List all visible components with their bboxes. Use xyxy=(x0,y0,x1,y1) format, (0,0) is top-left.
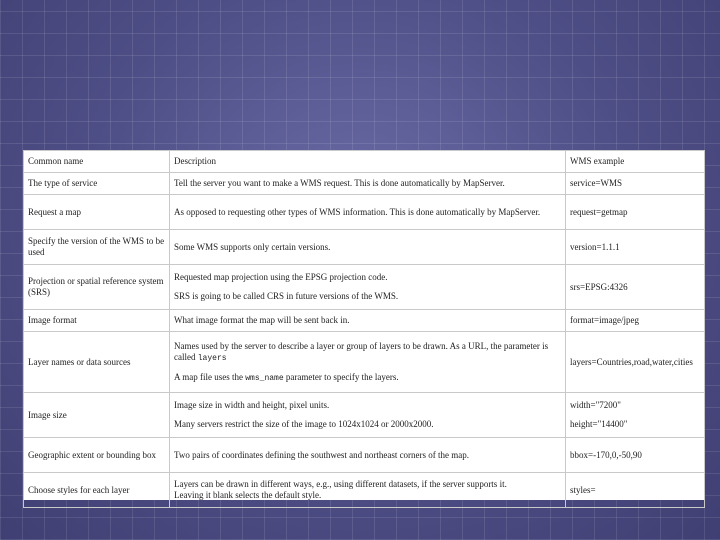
row-wms-example: srs=EPSG:4326 xyxy=(566,265,705,310)
example-height: height="14400" xyxy=(570,419,628,429)
slide-table-panel xyxy=(23,150,704,500)
example-width: width="7200" xyxy=(570,400,621,410)
row-common-name: Geographic extent or bounding box xyxy=(24,438,170,473)
row-description: Some WMS supports only certain versions. xyxy=(170,230,566,265)
description-note: A map file uses the wms_name parameter to specify the layers. xyxy=(174,371,399,383)
description-note: SRS is going to be called CRS in future versions of the WMS. xyxy=(174,291,399,301)
row-wms-example xyxy=(566,393,705,438)
table-row xyxy=(24,173,705,195)
header-wms-example: WMS example xyxy=(566,151,705,173)
row-description: Two pairs of coordinates defining the southwest and northeast corners of the map. xyxy=(170,438,566,473)
table-row xyxy=(24,230,705,265)
description-text: Names used by the server to describe a layer or group of layers to be drawn. As a URL, the parameter is called layers xyxy=(174,340,549,363)
table-row xyxy=(24,265,705,310)
row-description xyxy=(170,473,566,508)
row-common-name: Specify the version of the WMS to be used xyxy=(24,230,170,265)
description-text: Requested map projection using the EPSG projection code. xyxy=(174,272,388,282)
row-wms-example: bbox=-170,0,-50,90 xyxy=(566,438,705,473)
row-wms-example: styles= xyxy=(566,473,705,508)
description-note: Leaving it blank selects the default style. xyxy=(174,490,322,500)
row-wms-example: version=1.1.1 xyxy=(566,230,705,265)
header-description: Description xyxy=(170,151,566,173)
table-row xyxy=(24,195,705,230)
wms-parameters-table xyxy=(23,150,705,508)
row-wms-example: layers=Countries,road,water,cities xyxy=(566,332,705,393)
code-layers: layers xyxy=(197,353,227,363)
row-wms-example: format=image/jpeg xyxy=(566,310,705,332)
description-note: Many servers restrict the size of the image to 1024x1024 or 2000x2000. xyxy=(174,419,434,429)
code-wms-name: wms_name xyxy=(245,373,284,383)
row-description xyxy=(170,332,566,393)
row-description: What image format the map will be sent back in. xyxy=(170,310,566,332)
row-common-name: Image format xyxy=(24,310,170,332)
row-wms-example: request=getmap xyxy=(566,195,705,230)
table-row xyxy=(24,393,705,438)
table-row xyxy=(24,310,705,332)
row-common-name: Projection or spatial reference system (SRS) xyxy=(24,265,170,310)
header-common-name: Common name xyxy=(24,151,170,173)
table-header-row xyxy=(24,151,705,173)
row-description: As opposed to requesting other types of WMS information. This is done automatically by MapServer. xyxy=(170,195,566,230)
row-description: Tell the server you want to make a WMS request. This is done automatically by MapServer. xyxy=(170,173,566,195)
row-wms-example: service=WMS xyxy=(566,173,705,195)
table-row xyxy=(24,332,705,393)
row-common-name: Choose styles for each layer xyxy=(24,473,170,508)
description-text: Layers can be drawn in different ways, e.g., using different datasets, if the server supports it. xyxy=(174,479,507,489)
row-common-name: The type of service xyxy=(24,173,170,195)
row-description xyxy=(170,265,566,310)
row-common-name: Image size xyxy=(24,393,170,438)
table-row xyxy=(24,438,705,473)
description-text: Image size in width and height, pixel units. xyxy=(174,400,330,410)
row-description xyxy=(170,393,566,438)
row-common-name: Request a map xyxy=(24,195,170,230)
table-row xyxy=(24,473,705,508)
row-common-name: Layer names or data sources xyxy=(24,332,170,393)
